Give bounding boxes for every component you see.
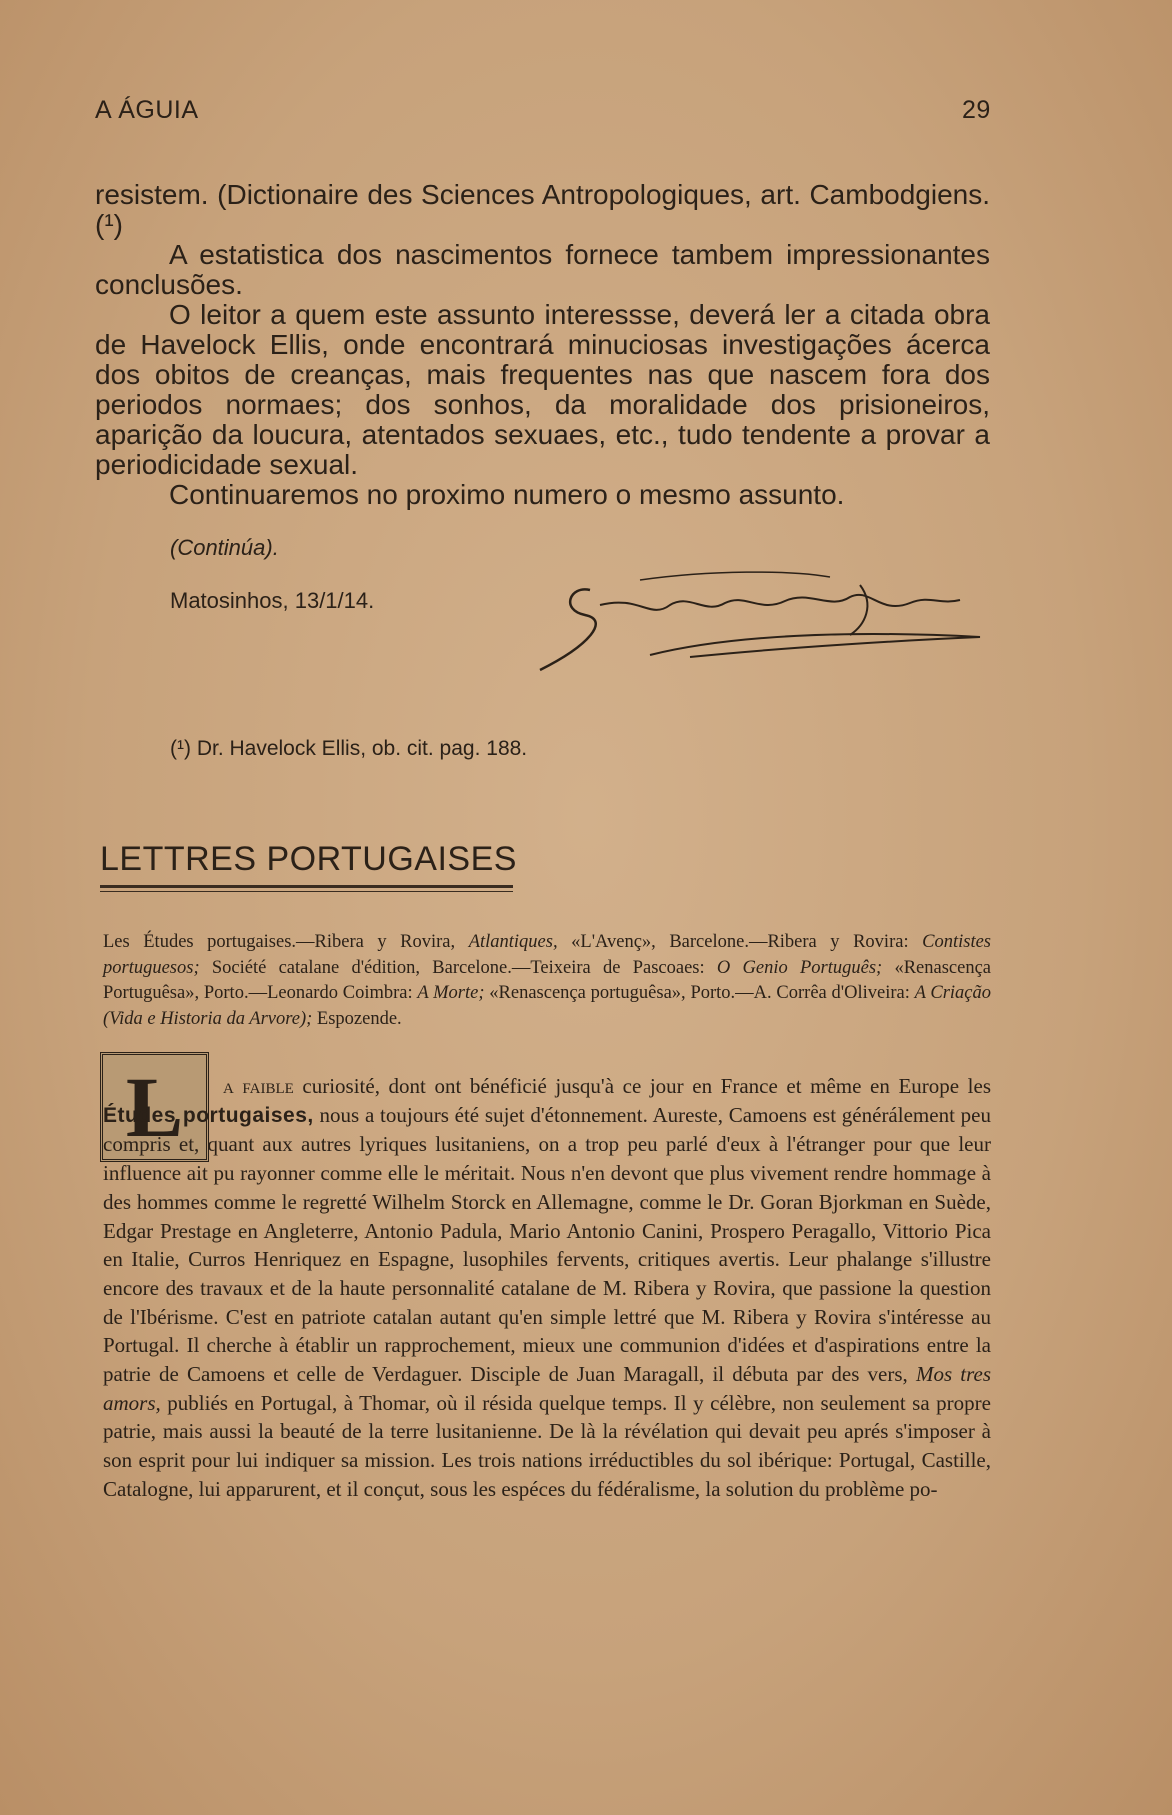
- title-rule-thin: [100, 891, 513, 892]
- reference-title: Atlantiques,: [468, 932, 558, 952]
- reference-text: Société catalane d'édition, Barcelone.—Teixeira de Pascoaes:: [211, 957, 705, 978]
- reference-title: A Criação (Vida e Historia da Arvore);: [103, 983, 992, 1029]
- article-text: curiosité, dont ont bénéficié jusqu'à ce jour en France et même en Europe les: [302, 1074, 991, 1098]
- handwritten-signature: [530, 565, 990, 685]
- reference-title: O Genio Português;: [716, 957, 883, 978]
- bibliography-references: [103, 930, 991, 1032]
- drop-cap-letter: L: [125, 1059, 184, 1155]
- paragraph-estatistica: A estatistica dos nascimentos fornece tambem impressionantes conclusões.: [95, 239, 990, 300]
- paragraph-leitor: O leitor a quem este assunto interessse, deverá ler a citada obra de Havelock Ellis, onde encontrará minuciosas investigações ácerca dos obitos de creanças, mais frequentes nas que nascem fora dos periodos normaes; dos sonhos, da moralidade dos prisioneiros, aparição da loucura, atentados sexuaes, etc., tudo tendente a provar a periodicidade sexual.: [95, 299, 990, 480]
- footnote: (¹) Dr. Havelock Ellis, ob. cit. pag. 188.: [170, 737, 528, 760]
- place-date: Matosinhos, 13/1/14.: [170, 588, 375, 613]
- french-article-body: [103, 1072, 991, 1504]
- reference-title: Contistes portuguesos;: [103, 932, 992, 978]
- reference-text: «L'Avenç», Barcelone.—Ribera y Rovira:: [571, 932, 909, 952]
- reference-text: «Renascença Portuguêsa», Porto.—Leonardo Coimbra:: [103, 957, 992, 1003]
- continua-note: (Continúa).: [170, 535, 279, 560]
- reference-text: «Renascença portuguêsa», Porto.—A. Corrêa d'Oliveira:: [489, 983, 910, 1003]
- article-text: publiés en Portugal, à Thomar, où il résida quelque temps. Il y célèbre, non seulement sa propre patrie, mais aussi la beauté de la terre lusitanienne. De là la révélation qui devait peu aprés s'imposer à son esprit pour lui indiquer sa mission. Les trois nations irréductibles du sol ibérique: Portugal, Castille, Catalogne, lui apparurent, et il conçut, sous les espéces du fédéralisme, la solution du problème po-: [103, 1390, 991, 1501]
- reference-text: Espozende.: [316, 1008, 402, 1029]
- opening-small-caps: a faible: [223, 1074, 294, 1098]
- running-header-title: A ÁGUIA: [95, 96, 199, 124]
- reference-text: Les Études portugaises.—Ribera y Rovira,: [103, 932, 456, 952]
- reference-title: A Morte;: [417, 983, 485, 1003]
- book-title: Mos tres amors,: [103, 1362, 992, 1415]
- paragraph-resistem: resistem. (Dictionaire des Sciences Antropologiques, art. Cambodgiens. (¹): [95, 179, 990, 240]
- article-text: nous a toujours été sujet d'étonnement. Aureste, Camoens est générálement peu compris et, quant aux autres lyriques lusitaniens, on a trop peu parlé d'eux à l'étranger pour que leur influence ait pu rayonner comme elle le méritait. Nous n'en devont que plus vivement rendre hommage à des hommes comme le regretté Wilhelm Storck en Allemagne, comme le Dr. Goran Bjorkman en Suède, Edgar Prestage en Angleterre, Antonio Padula, Mario Antonio Canini, Prospero Peragallo, Vittorio Pica en Italie, Curros Henriquez en Espagne, lusophiles fervents, critiques avertis. Leur phalange s'illustre encore des travaux et de la haute personnalité catalane de M. Ribera y Rovira, que passione la question de l'Ibérisme. C'est en patriote catalan autant qu'en simple lettré que M. Ribera y Rovira s'intéresse au Portugal. Il cherche à établir un rapprochement, mieux une communion d'idées et d'aspirations entre la patrie de Camoens et celle de Verdaguer. Disciple de Juan Maragall, il débuta par des vers,: [103, 1102, 991, 1387]
- portuguese-text: [95, 180, 990, 510]
- title-rule: [100, 885, 513, 888]
- page-number: 29: [962, 96, 991, 124]
- paragraph-continuaremos: Continuaremos no proximo numero o mesmo assunto.: [169, 479, 845, 510]
- section-title: LETTRES PORTUGAISES: [100, 840, 517, 878]
- emphasized-term: Études portugaises,: [103, 1103, 314, 1127]
